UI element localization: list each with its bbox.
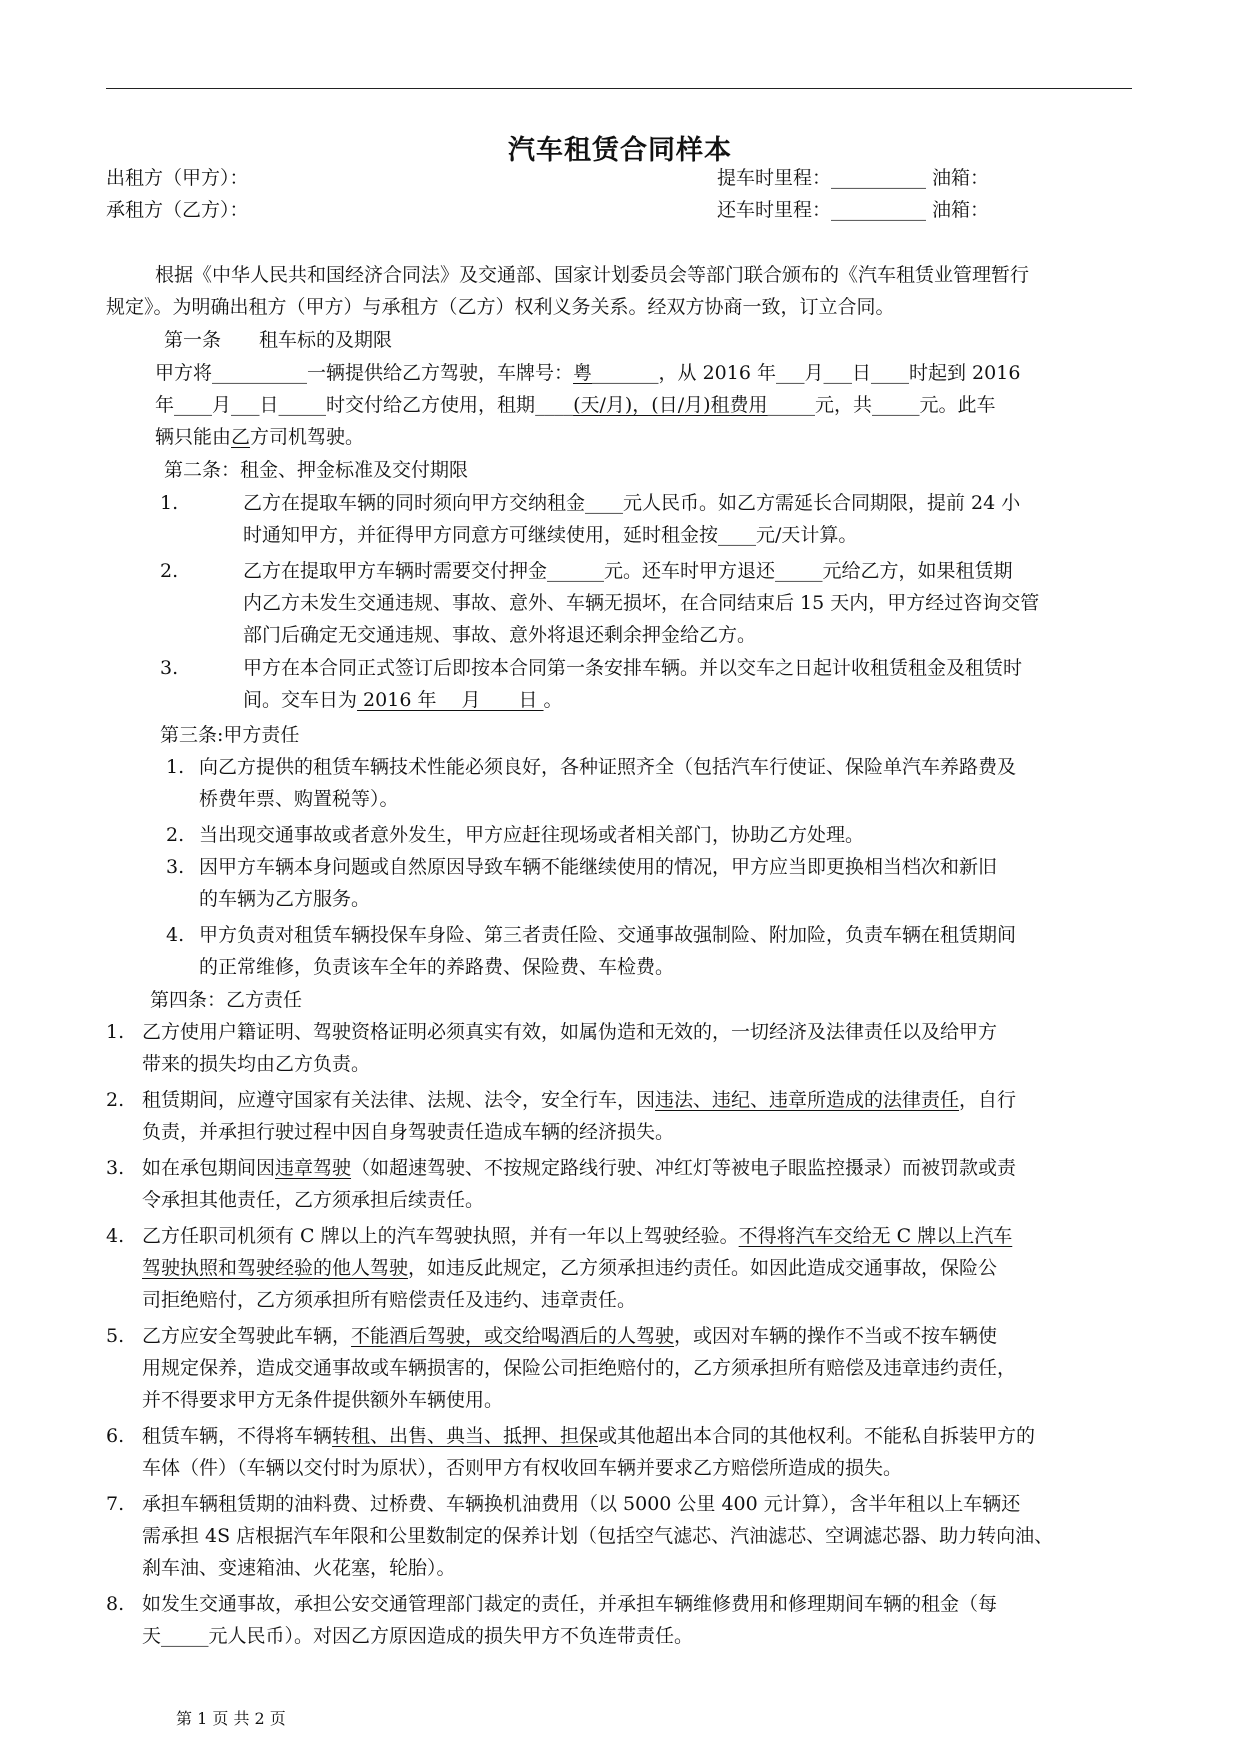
fill-in-blank: _____ bbox=[278, 394, 327, 416]
text-span: ，或因对车辆的操作不当或不按车辆使 bbox=[674, 1325, 998, 1347]
text-span: 乙方在提取车辆的同时须向甲方交纳租金 bbox=[243, 492, 586, 514]
article3-item-number: 2. bbox=[166, 824, 185, 846]
text-span: 月 bbox=[212, 394, 232, 416]
article4-item-line bbox=[142, 1185, 484, 1215]
text-span: 时交付给乙方使用，租期 bbox=[326, 394, 536, 416]
article1-line bbox=[155, 390, 996, 420]
article2-item-line bbox=[243, 556, 1013, 586]
article4-item-line bbox=[142, 1049, 370, 1079]
article3-item-line: 当出现交通事故或者意外发生，甲方应赶往现场或者相关部门，协助乙方处理。 bbox=[199, 824, 865, 846]
article4-item-line bbox=[142, 1285, 636, 1315]
article4-item-line bbox=[142, 1521, 1053, 1551]
text-span: 辆只能由 bbox=[155, 426, 232, 448]
text-span: 元，共 bbox=[815, 394, 873, 416]
article1-line bbox=[155, 422, 364, 452]
text-span: 一辆提供给乙方驾驶，车牌号： bbox=[307, 362, 574, 384]
underlined-text: 粤 bbox=[573, 362, 593, 384]
article2-item-number: 3. bbox=[160, 657, 179, 679]
article4-item-number: 7. bbox=[106, 1493, 125, 1515]
article2-item-number: 2. bbox=[160, 560, 179, 582]
article4-item-line bbox=[142, 1421, 1035, 1451]
fill-in-blank: ____ bbox=[585, 492, 624, 514]
article2-item-line: 部门后确定无交通违规、事故、意外将退还剩余押金给乙方。 bbox=[243, 624, 757, 646]
article2-item-number: 1. bbox=[160, 492, 179, 514]
text-span: 如发生交通事故，承担公安交通管理部门裁定的责任，并承担车辆维修费用和修理期间车辆的租金（每 bbox=[142, 1593, 998, 1615]
text-span: （如超速驾驶、不按规定路线行驶、冲红灯等被电子眼监控摄录）而被罚款或责 bbox=[351, 1157, 1017, 1179]
text-span: 如在承包期间因 bbox=[142, 1157, 276, 1179]
article1-heading: 第一条 租车标的及期限 bbox=[164, 329, 393, 351]
header-rule bbox=[106, 88, 1132, 89]
article4-item-line bbox=[142, 1321, 997, 1351]
text-span: 元。此车 bbox=[919, 394, 996, 416]
fill-in-blank: ____ bbox=[174, 394, 213, 416]
delivery-date-blank: 2016 年 月 日 bbox=[357, 689, 544, 711]
article3-item-line: 的正常维修，负责该车全年的养路费、保险费、车检费。 bbox=[199, 956, 675, 978]
text-span: 并不得要求甲方无条件提供额外车辆使用。 bbox=[142, 1389, 504, 1411]
article4-item-line bbox=[142, 1117, 674, 1147]
intro-line: 根据《中华人民共和国经济合同法》及交通部、国家计划委员会等部门联合颁布的《汽车租赁业管理暂行 bbox=[155, 264, 1030, 286]
article3-item-line: 的车辆为乙方服务。 bbox=[199, 888, 371, 910]
article3-item-line: 因甲方车辆本身问题或自然原因导致车辆不能继续使用的情况，甲方应当即更换相当档次和新旧 bbox=[199, 856, 998, 878]
text-span: 负责，并承担行驶过程中因自身驾驶责任造成车辆的经济损失。 bbox=[142, 1121, 675, 1143]
text-span: 月 bbox=[804, 362, 824, 384]
underlined-text: 转租、出售、典当、抵押、担保 bbox=[332, 1425, 599, 1447]
fill-in-blank: __________ bbox=[212, 362, 308, 384]
article4-item-line bbox=[142, 1385, 503, 1415]
fill-in-blank: ___ bbox=[231, 394, 260, 416]
article3-item-line: 桥费年票、购置税等）。 bbox=[199, 788, 399, 810]
fill-in-blank: ___ bbox=[775, 362, 805, 384]
article4-item-number: 5. bbox=[106, 1325, 125, 1347]
text-span: 乙方任职司机须有 C 牌以上的汽车驾驶执照，并有一年以上驾驶经验。 bbox=[142, 1225, 739, 1247]
text-span: 需承担 4S 店根据汽车年限和公里数制定的保养计划（包括空气滤芯、汽油滤芯、空调滤芯器、助力转向油、 bbox=[142, 1525, 1054, 1547]
article4-item-line bbox=[142, 1253, 997, 1283]
fill-in-blank: _______ bbox=[592, 362, 659, 384]
article2-item-line bbox=[243, 488, 1020, 518]
underlined-text: (天/月)，(日/月)租费用 bbox=[573, 394, 768, 416]
article4-item-number: 2. bbox=[106, 1089, 125, 1111]
article4-heading: 第四条：乙方责任 bbox=[150, 989, 303, 1011]
article2-item-line: 时通知甲方，并征得甲方同意方可继续使用，延时租金按____元/天计算。 bbox=[243, 524, 858, 546]
text-span: 元。还车时甲方退还 bbox=[604, 560, 776, 582]
text-span: 租赁车辆，不得将车辆 bbox=[142, 1425, 333, 1447]
article4-item-line bbox=[142, 1153, 1016, 1183]
underlined-text: 违章驾驶 bbox=[275, 1157, 352, 1179]
return-mileage-label: 还车时里程：__________ 油箱： bbox=[717, 199, 990, 221]
lessor-label: 出租方（甲方）： bbox=[106, 167, 249, 189]
article3-item-number: 4. bbox=[166, 924, 185, 946]
text-span: 乙方使用户籍证明、驾驶资格证明必须真实有效，如属伪造和无效的，一切经济及法律责任以及给甲方 bbox=[142, 1021, 998, 1043]
article4-item-number: 3. bbox=[106, 1157, 125, 1179]
article4-item-line bbox=[142, 1553, 456, 1583]
article4-item-number: 8. bbox=[106, 1593, 125, 1615]
text-span: 乙方在提取甲方车辆时需要交付押金 bbox=[243, 560, 548, 582]
text-span: 间。交车日为 bbox=[243, 689, 358, 711]
fill-in-blank: ___ bbox=[823, 362, 852, 384]
article4-item-line bbox=[142, 1621, 693, 1651]
article1-line bbox=[155, 358, 1020, 388]
article2-item-line: 内乙方未发生交通违规、事故、意外、车辆无损坏，在合同结束后 15 天内，甲方经过咨询交管 bbox=[243, 592, 1040, 614]
underlined-text: 违法、违纪、违章所造成的法律责任 bbox=[655, 1089, 960, 1111]
text-span: ，如违反此规定，乙方须承担违约责任。如因此造成交通事故，保险公 bbox=[408, 1257, 998, 1279]
fill-in-blank: ____ bbox=[535, 394, 574, 416]
article4-item-number: 6. bbox=[106, 1425, 125, 1447]
underlined-text: 驾驶执照和驾驶经验的他人驾驶 bbox=[142, 1257, 409, 1279]
text-span: ，自行 bbox=[959, 1089, 1017, 1111]
article4-item-number: 4. bbox=[106, 1225, 125, 1247]
text-span: 元人民币）。对因乙方原因造成的损失甲方不负连带责任。 bbox=[208, 1625, 694, 1647]
page-footer: 第 1 页 共 2 页 bbox=[176, 1709, 286, 1728]
pickup-mileage-label: 提车时里程：__________ 油箱： bbox=[717, 167, 990, 189]
text-span: 承担车辆租赁期的油料费、过桥费、车辆换机油费用（以 5000 公里 400 元计算），含半年租以上车辆还 bbox=[142, 1493, 1021, 1515]
text-span: 方司机驾驶。 bbox=[250, 426, 365, 448]
article3-item-number: 3. bbox=[166, 856, 185, 878]
fill-in-blank: ______ bbox=[547, 560, 605, 582]
text-span: 刹车油、变速箱油、火花塞，轮胎）。 bbox=[142, 1557, 456, 1579]
text-span: 天 bbox=[142, 1625, 162, 1647]
article2-item-line: 甲方在本合同正式签订后即按本合同第一条安排车辆。并以交车之日起计收租赁租金及租赁时 bbox=[243, 657, 1023, 679]
article2-item-line bbox=[243, 685, 563, 715]
article3-item-line: 甲方负责对租赁车辆投保车身险、第三者责任险、交通事故强制险、附加险，负责车辆在租赁期间 bbox=[199, 924, 1017, 946]
article4-item-line bbox=[142, 1489, 1020, 1519]
article4-item-line bbox=[142, 1353, 1016, 1383]
document-title: 汽车租赁合同样本 bbox=[508, 135, 732, 166]
text-span: 租赁期间，应遵守国家有关法律、法规、法令，安全行车，因 bbox=[142, 1089, 656, 1111]
text-span: 令承担其他责任，乙方须承担后续责任。 bbox=[142, 1189, 485, 1211]
article3-heading: 第三条:甲方责任 bbox=[160, 724, 300, 746]
article4-item-line bbox=[142, 1221, 1012, 1251]
text-span: 年 bbox=[155, 394, 175, 416]
text-span: 。 bbox=[543, 689, 563, 711]
text-span: 日 bbox=[852, 362, 872, 384]
article4-item-line bbox=[142, 1085, 1016, 1115]
lessee-label: 承租方（乙方）： bbox=[106, 199, 249, 221]
text-span: 用规定保养，造成交通事故或车辆损害的，保险公司拒绝赔付的，乙方须承担所有赔偿及违章违约责任， bbox=[142, 1357, 1017, 1379]
text-span: 车体（件）（车辆以交付时为原状），否则甲方有权收回车辆并要求乙方赔偿所造成的损失。 bbox=[142, 1457, 903, 1479]
text-span: 日 bbox=[259, 394, 279, 416]
underlined-text: 乙 bbox=[231, 426, 251, 448]
article2-heading: 第二条：租金、押金标准及交付期限 bbox=[164, 459, 469, 481]
underlined-text: 不能酒后驾驶，或交给喝酒后的人驾驶 bbox=[351, 1325, 675, 1347]
fill-in-blank: _____ bbox=[767, 394, 816, 416]
intro-line: 规定》。为明确出租方（甲方）与承租方（乙方）权利义务关系。经双方协商一致，订立合同。 bbox=[106, 296, 895, 318]
fill-in-blank: _____ bbox=[775, 560, 823, 582]
fill-in-blank: ____ bbox=[871, 362, 910, 384]
text-span: 带来的损失均由乙方负责。 bbox=[142, 1053, 371, 1075]
fill-in-blank: _____ bbox=[161, 1625, 209, 1647]
text-span: 元给乙方，如果租赁期 bbox=[822, 560, 1013, 582]
article3-item-line: 向乙方提供的租赁车辆技术性能必须良好，各种证照齐全（包括汽车行使证、保险单汽车养路费及 bbox=[199, 756, 1017, 778]
article4-item-line bbox=[142, 1453, 902, 1483]
underlined-text: 不得将汽车交给无 C 牌以上汽车 bbox=[738, 1225, 1013, 1247]
text-span: 时起到 2016 bbox=[909, 362, 1021, 384]
text-span: 乙方应安全驾驶此车辆， bbox=[142, 1325, 352, 1347]
article3-item-number: 1. bbox=[166, 756, 185, 778]
article4-item-line bbox=[142, 1589, 997, 1619]
article4-item-number: 1. bbox=[106, 1021, 125, 1043]
fill-in-blank: _____ bbox=[872, 394, 920, 416]
text-span: 元人民币。如乙方需延长合同期限，提前 24 小 bbox=[623, 492, 1021, 514]
text-span: ，从 2016 年 bbox=[658, 362, 776, 384]
text-span: 甲方将 bbox=[155, 362, 213, 384]
text-span: 司拒绝赔付，乙方须承担所有赔偿责任及违约、违章责任。 bbox=[142, 1289, 637, 1311]
article4-item-line bbox=[142, 1017, 997, 1047]
text-span: 或其他超出本合同的其他权利。不能私自拆装甲方的 bbox=[598, 1425, 1036, 1447]
